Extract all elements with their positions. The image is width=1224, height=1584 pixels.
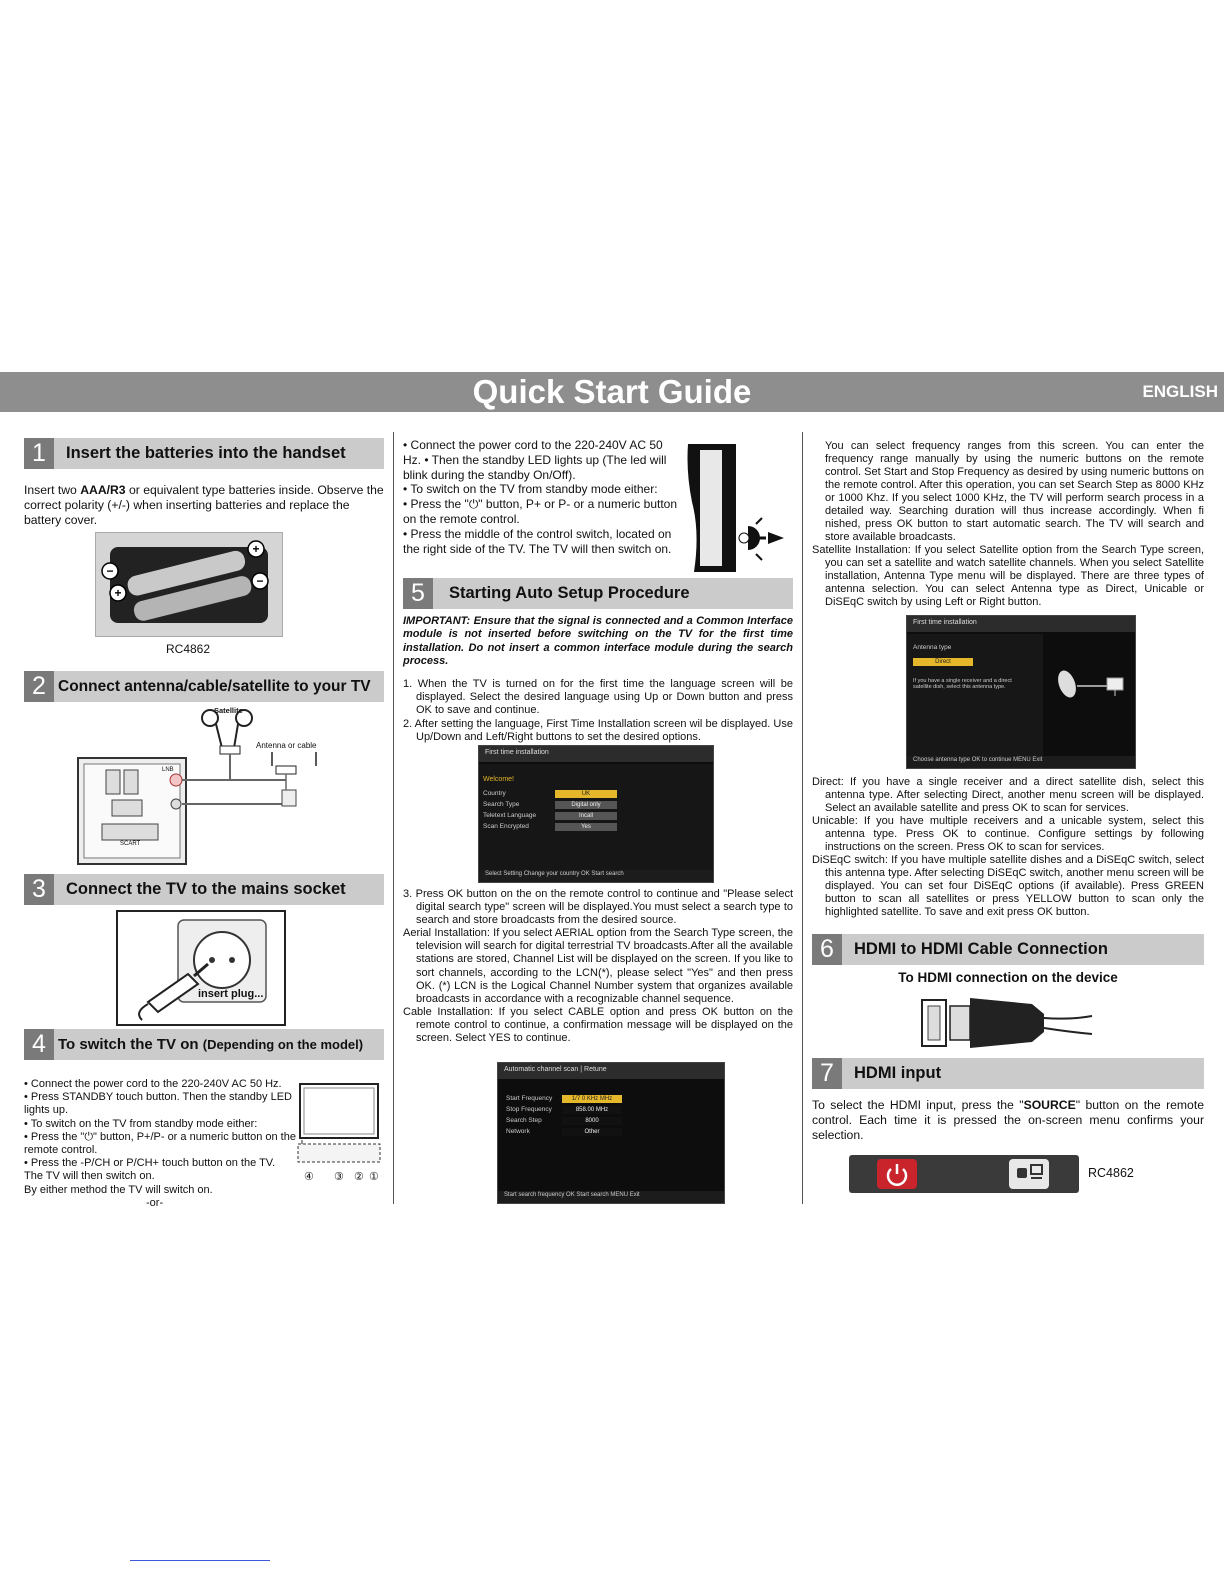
svg-text:−: − — [256, 574, 264, 588]
screen-row-value: Yes — [555, 823, 617, 831]
antenna-connection-diagram — [76, 708, 376, 868]
page-title: Quick Start Guide — [472, 373, 752, 410]
battery-illustration — [95, 532, 283, 637]
screen-row-value: 858.00 MHz — [562, 1106, 622, 1114]
screen-row-value: Incall — [555, 812, 617, 820]
section-4-header — [24, 1029, 384, 1060]
remote-control-strip — [849, 1155, 1079, 1193]
power-icon — [877, 1159, 917, 1189]
control-switch-illustration — [686, 442, 786, 574]
section-title: Connect antenna/cable/satellite to your TV — [58, 678, 371, 695]
section-subtitle: (Depending on the model) — [202, 1037, 364, 1052]
hdmi-subtitle: To HDMI connection on the device — [898, 970, 1118, 985]
setup-steps-3-aerial-cable: 3. Press OK button on the on the remote control to continue and "Please select digital search type" screen will be displayed.You must select a search type to search and store broadcasts from the desired source. Aerial Installation: If you select AERIAL option from the Search Type screen, the television will search for digital terrestrial TV broadcasts.After all the available stations are stored, Channel List will be displayed on the screen. If you like to sort channels, according to the LCN(*), please select "Yes" and then press OK. (*) LCN is the Logical Channel Number system that organizes available broadcasts in accordance with a recognizable channel sequence. Cable Installation: If you select CABLE option and press OK button on the remote control to continue, a confirmation message will be displayed on the screen. Select YES to continue. — [403, 888, 793, 1045]
screen-row-label: Search Type — [483, 801, 520, 808]
section-number: 4 — [24, 1029, 54, 1060]
section-number: 7 — [812, 1058, 842, 1089]
screen-row-label: Antenna type — [913, 644, 952, 651]
scart-label: SCART — [120, 841, 141, 847]
setup-steps-1-2: 1. When the TV is turned on for the first time the language screen will be displayed. Select the desired language using Up or Down button and press OK to save and continue. 2. After setting the language, First Time Installation screen wil be displayed. Use Up/Down and Left/Right buttons to set the desired options. — [403, 678, 793, 743]
screen-row-label: Search Step — [506, 1117, 542, 1124]
satellite-dish-icon — [1053, 654, 1127, 714]
screen-row-label: Scan Encrypted — [483, 823, 529, 830]
insert-plug-caption: insert plug... — [198, 988, 264, 1000]
title-banner — [0, 372, 1224, 412]
section-title: Connect the TV to the mains socket — [66, 880, 346, 898]
section-number: 3 — [24, 874, 54, 905]
power-on-text: • Connect the power cord to the 220-240V AC 50 Hz. • Then the standby LED lights up (The led will blink during the standby On/Off). • To switch on the TV from standby mode either: • Press the "⏻" button, P+ or P- or a numeric button on the remote control. • Press the middle of the control switch, located on the right side of the TV. The TV will then switch on. — [403, 438, 678, 556]
remote-model-caption: RC4862 — [165, 642, 211, 656]
section-title: Insert the batteries into the handset — [66, 444, 346, 462]
button-marker-4: ④ — [304, 1171, 314, 1183]
screen-footer: Select Setting Change your country OK Start search — [479, 870, 713, 882]
screen-row-value: Direct — [913, 658, 973, 666]
section-title: To switch the TV on — [58, 1036, 199, 1053]
section-title: HDMI to HDMI Cable Connection — [854, 940, 1108, 958]
screen-header: First time installation — [479, 746, 713, 762]
tv-buttons-illustration — [296, 1082, 382, 1186]
screen-row-value: Other — [562, 1128, 622, 1136]
section-number: 2 — [24, 671, 54, 702]
screen-row-value: 8000 — [562, 1117, 622, 1125]
section-number: 1 — [24, 438, 54, 469]
section-3-header — [24, 874, 384, 905]
language-label: ENGLISH — [1142, 382, 1218, 401]
screen-row-value: Digital only — [555, 801, 617, 809]
screen-footer: Choose antenna type OK to continue MENU Exit — [907, 756, 1135, 768]
button-marker-3: ③ — [334, 1171, 344, 1183]
screen-row-label: Start Frequency — [506, 1095, 553, 1102]
screen-row-label: Network — [506, 1128, 530, 1135]
screen-header: First time installation — [907, 616, 1135, 632]
button-marker-1: ① — [369, 1171, 379, 1183]
screen-header: Automatic channel scan | Retune — [498, 1063, 724, 1079]
source-icon — [1009, 1159, 1049, 1189]
frequency-text: You can select frequency ranges from this screen. You can enter the frequency range manually by using the numeric buttons on the remote control. Set Start and Stop Frequency as desired by using numeric buttons on the remote control. After this operation, you can set Search Step as 8000 KHz or 1000 Khz. If you select 1000 KHz, the TV will perform search process in a detailed way. Searching duration will thus increase accordingly. When fi nished, press OK button to start automatic search. The TV will search and store available broadcasts. Satellite Installation: If you select Satellite option from the Search Type screen, you can set a satellite and watch satellite channels. When you select Satellite installation, Antenna Type menu will be displayed. There are three types of antenna selection. You can select Antenna type as Direct, Unicable or DiSEqC switch by using Left or Right button. — [812, 440, 1204, 608]
satellite-label: Satellite — [214, 706, 243, 715]
column-divider — [802, 432, 803, 1204]
screen-row-label: Stop Frequency — [506, 1106, 552, 1113]
screen-row-label: Teletext Language — [483, 812, 537, 819]
source-button — [1009, 1159, 1049, 1189]
antenna-type-screenshot — [906, 615, 1136, 769]
column-divider — [393, 432, 394, 1204]
important-note: IMPORTANT: Ensure that the signal is connected and a Common Interface module is not inserted before switching on the TV for the first time installation. Do not insert a common interface module during the search process. — [403, 615, 793, 668]
section-number: 6 — [812, 934, 842, 965]
antenna-type-descriptions: Direct: If you have a single receiver and a direct satellite dish, select this antenna type. After selecting Direct, another menu screen will be displayed. Select an available satellite and press OK to scan for services. Unicable: If you have multiple receivers and a unicable system, select this antenna type. Press OK to continue. Configure settings by following instructions on the screen. Press OK to scan for services. DiSEqC switch: If you have multiple satellite dishes and a DiSEqC switch, select this antenna type. After selecting DiSEqC switch, another menu screen will be displayed. You can set four DiSEqC options (if available). Press GREEN button to scan all satellites or press YELLOW button to scan only the highlighted satellite. To save and exit press OK button. — [812, 776, 1204, 918]
section-1-header — [24, 438, 384, 469]
mains-socket-illustration — [116, 910, 286, 1026]
screen-row-label: Country — [483, 790, 506, 797]
section-6-header — [812, 934, 1204, 965]
section-4-text: • Connect the power cord to the 220-240V AC 50 Hz. • Press STANDBY touch button. Then the standby LED lights up. • To switch on the TV from standby mode either: • Press the "⏻" button, P+/P- or a numeric button on the remote control. • Press the -P/CH or P/CH+ touch button on the TV. The TV will then switch on. By either method the TV will switch on. -or- — [24, 1078, 296, 1209]
button-marker-2: ② — [354, 1171, 364, 1183]
section-7-header — [812, 1058, 1204, 1089]
footer-rule — [130, 1560, 270, 1561]
svg-text:+: + — [252, 542, 260, 556]
power-button — [877, 1159, 917, 1189]
screen-welcome: Welcome! — [483, 776, 514, 783]
screen-footer: Start search frequency OK Start search MENU Exit — [498, 1191, 724, 1203]
section-title: HDMI input — [854, 1064, 942, 1082]
svg-text:−: − — [106, 564, 114, 578]
first-time-installation-screenshot — [478, 745, 714, 883]
automatic-channel-scan-screenshot — [497, 1062, 725, 1204]
screen-row-value: UK — [555, 790, 617, 798]
section-2-header — [24, 671, 384, 702]
screen-row-value: 1/7 0 KHz MHz — [562, 1095, 622, 1103]
hdmi-cable-illustration — [920, 992, 1094, 1052]
lnb-label: LNB — [162, 767, 174, 773]
section-title: Starting Auto Setup Procedure — [449, 584, 690, 602]
screen-note: If you have a single receiver and a direct satellite dish, select this antenna type. — [913, 678, 1012, 690]
svg-text:+: + — [114, 586, 122, 600]
section-7-text: To select the HDMI input, press the "SOURCE" button on the remote control. Each time it is pressed the on-screen menu confirms your selection. — [812, 1098, 1205, 1142]
section-5-header — [403, 578, 793, 609]
section-1-text: Insert two AAA/R3 or equivalent type batteries inside. Observe the correct polarity (+/-) when inserting batteries and replace the battery cover. — [24, 483, 384, 527]
remote-model-caption-2: RC4862 — [1088, 1166, 1134, 1180]
section-number: 5 — [403, 578, 433, 609]
antenna-label: Antenna or cable — [256, 741, 317, 750]
